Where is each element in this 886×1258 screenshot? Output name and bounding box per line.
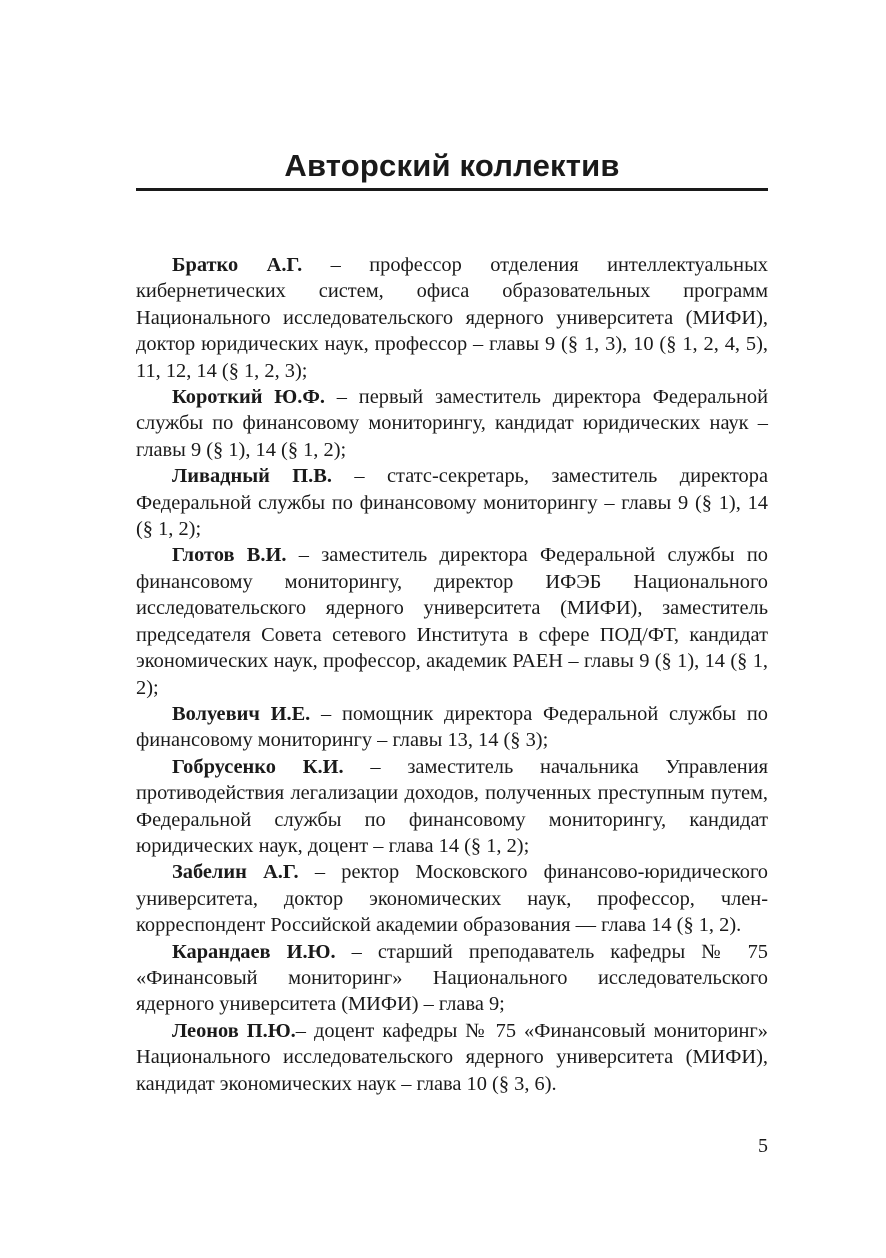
author-name: Карандаев И.Ю. — [172, 940, 336, 963]
author-entry — [136, 939, 768, 1018]
author-description: – статс-секретарь, заместитель директора Федеральной службы по финансовому мониторингу – главы 9 (§ 1), 14 (§ 1, 2); — [136, 465, 768, 541]
author-entry — [136, 463, 768, 542]
author-name: Волуевич И.Е. — [172, 702, 311, 725]
author-entry — [136, 252, 768, 384]
author-name: Глотов В.И. — [172, 544, 287, 567]
page-title: Авторский коллектив — [284, 148, 620, 183]
author-description: – профессор отделения интеллектуальных кибернетических систем, офиса образовательных программ Национального исследовательского ядерного университета (МИФИ), доктор юридических наук, профессор – главы 9 (§ 1, 3), 10 (§ 1, 2, 4, 5), 11, 12, 14 (§ 1, 2, 3); — [136, 254, 768, 382]
author-description: – первый заместитель директора Федеральной службы по финансовому мониторингу, кандидат юридических наук – главы 9 (§ 1), 14 (§ 1, 2); — [136, 386, 768, 461]
author-entry — [136, 384, 768, 463]
author-description: – заместитель начальника Управления противодействия легализации доходов, полученных преступным путем, Федеральной службы по финансовому мониторингу, кандидат юридических наук, доцент – глава 14 (§ 1, 2); — [136, 755, 768, 857]
page-number: 5 — [758, 1135, 768, 1157]
author-entry — [136, 859, 768, 938]
author-name: Леонов П.Ю. — [172, 1019, 296, 1042]
author-entry — [136, 754, 768, 860]
author-name: Короткий Ю.Ф. — [172, 386, 325, 409]
author-name: Ливадный П.В. — [172, 465, 332, 488]
author-name: Гобрусенко К.И. — [172, 755, 344, 778]
author-entry — [136, 701, 768, 754]
author-name: Забелин А.Г. — [172, 861, 299, 884]
author-description: – заместитель директора Федеральной службы по финансовому мониторингу, директор ИФЭБ Национального исследовательского ядерного университета (МИФИ), заместитель председателя Совета сетевого Института в сфере ПОД/ФТ, кандидат экономических наук, профессор, академик РАЕН – главы 9 (§ 1), 14 (§ 1, 2); — [136, 544, 768, 699]
author-description: – доцент кафедры № 75 «Финансовый мониторинг» Национального исследовательского ядерного университета (МИФИ), кандидат экономических наук – глава 10 (§ 3, 6). — [136, 1019, 768, 1095]
author-description: – помощник директора Федеральной службы по финансовому мониторингу – главы 13, 14 (§ 3); — [136, 702, 768, 752]
author-entry — [136, 1018, 768, 1097]
author-description: – старший преподаватель кафедры № 75 «Финансовый мониторинг» Национального исследовательского ядерного университета (МИФИ) – глава 9; — [136, 940, 768, 1016]
author-list — [136, 252, 768, 1097]
author-entry — [136, 542, 768, 700]
title-divider — [136, 188, 768, 191]
author-name: Братко А.Г. — [172, 254, 303, 276]
author-description: – ректор Московского финансово-юридического университета, доктор экономических наук, профессор, член-корреспондент Российской академии образования — глава 14 (§ 1, 2). — [136, 861, 769, 937]
